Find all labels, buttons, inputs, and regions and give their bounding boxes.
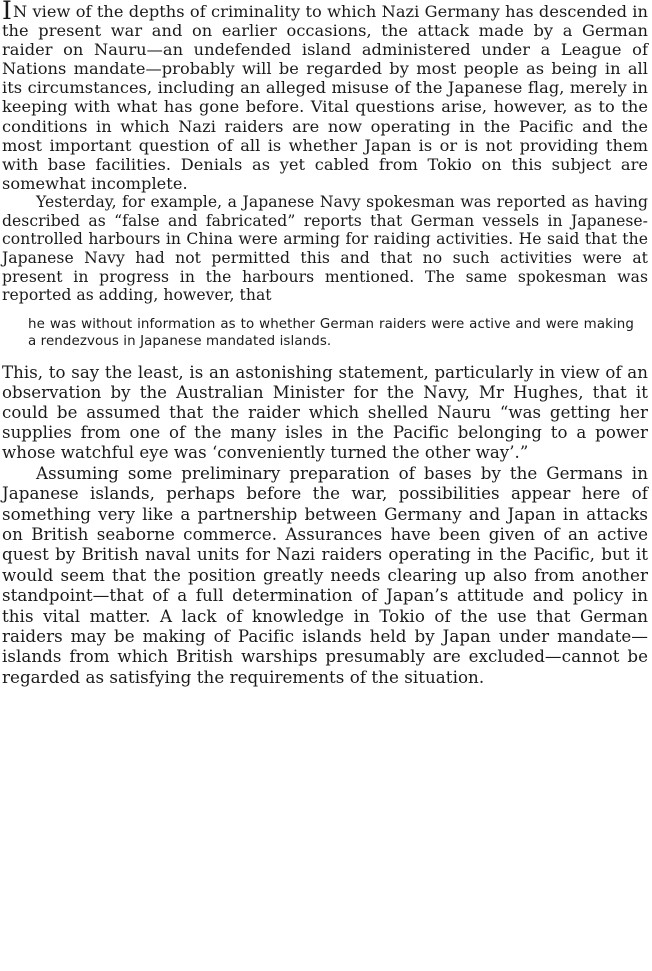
paragraph-statement: This, to say the least, is an astonishing statement, particularly in view of an observation by the Australian Minister for the Navy, Mr Hughes, that it could be assumed that the raider which shelled Nauru “was getting her supplies from one of the many isles in the Pacific belonging to a power whose watchful eye was ‘conveniently turned the other way’.” [2, 362, 648, 462]
paragraph-opening-text: N view of the depths of criminality to which Nazi Germany has descended in the present war and on earlier occasions, the attack made by a German raider on Nauru—an undefended island administered under a League of Nations mandate—probably will be regarded by most people as being in all its circumstances, including an alleged misuse of the Japanese flag, merely in keeping with what has gone before. Vital questions arise, however, as to the conditions in which Nazi raiders are now operating in the Pacific and the most important question of all is whether Japan is or is not providing them with base facilities. Denials as yet cabled from Tokio on this subject are somewhat incomplete. [2, 2, 648, 193]
paragraph-opening [2, 1, 648, 193]
drop-cap: I [2, 0, 12, 25]
paragraph-spokesman: Yesterday, for example, a Japanese Navy spokesman was reported as having described as “false and fabricated” reports that German vessels in Japanese-controlled harbours in China were arming for raiding activities. He said that the Japanese Navy had not permitted this and that no such activities were at present in progress in the harbours mentioned. The same spokesman was reported as adding, however, that [2, 192, 648, 305]
paragraph-conclusion: Assuming some preliminary preparation of bases by the Germans in Japanese islands, perhaps before the war, possibilities appear here of something very like a partnership between Germany and Japan in attacks on British seaborne commerce. Assurances have been given of an active quest by British naval units for Nazi raiders operating in the Pacific, but it would seem that the position greatly needs clearing up also from another standpoint—that of a full determination of Japan’s attitude and policy in this vital matter. A lack of knowledge in Tokio of the use that German raiders may be making of Pacific islands held by Japan under mandate—islands from which British warships presumably are excluded—cannot be regarded as satisfying the requirements of the situation. [2, 462, 648, 687]
block-quote: he was without information as to whether German raiders were active and were making a rendezvous in Japanese mandated islands. [28, 317, 634, 350]
